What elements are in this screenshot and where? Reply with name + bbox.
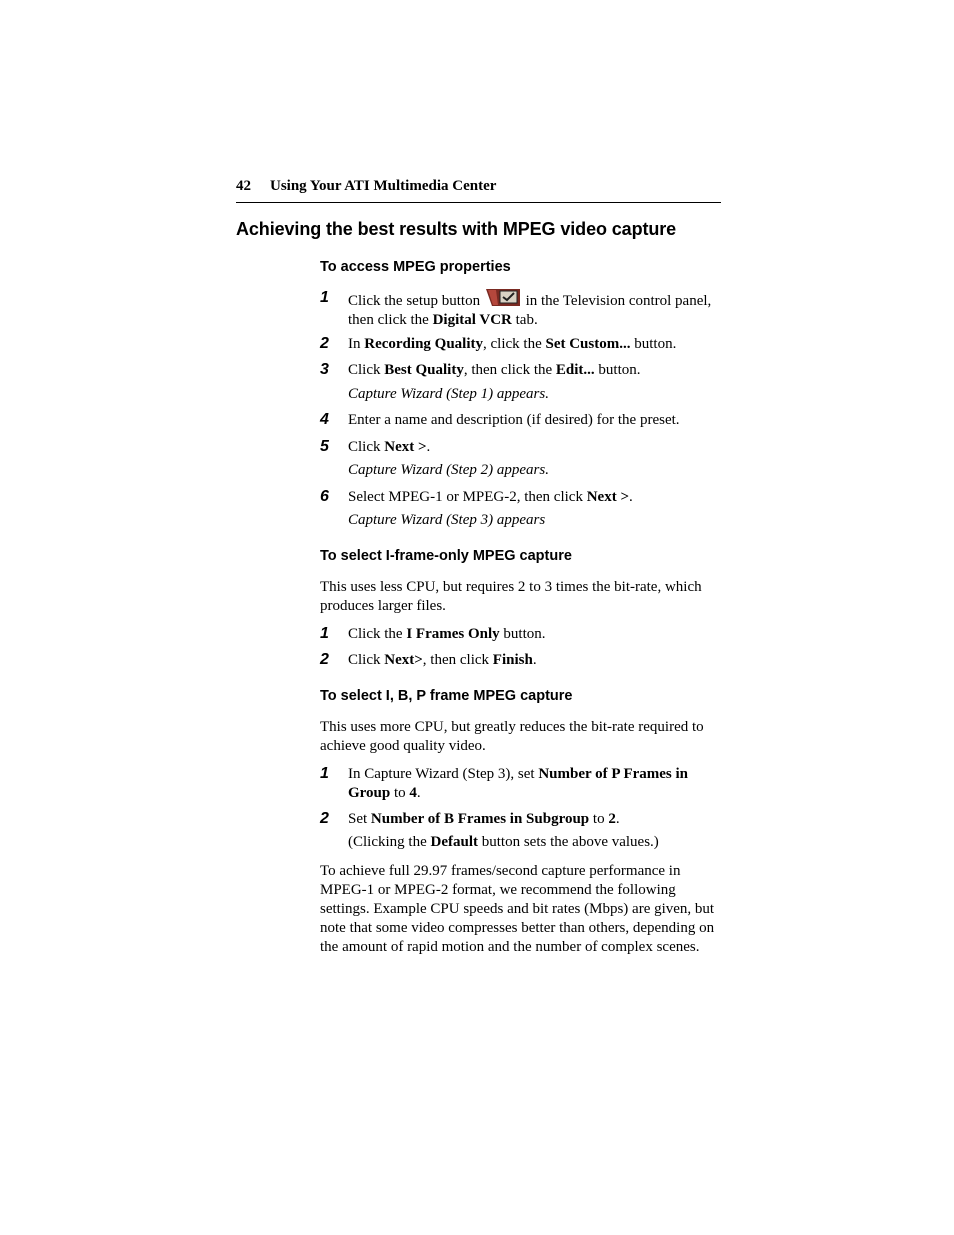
- step-text: Enter a name and description (if desired) for the preset.: [348, 412, 680, 428]
- step-text: Click Next>, then click Finish.: [348, 652, 537, 668]
- section-title: Achieving the best results with MPEG video capture: [236, 219, 677, 239]
- step-number: 1: [320, 289, 329, 306]
- step-text: Click the setup button in the Television control panel, then click the Digital VCR tab.: [348, 289, 720, 330]
- step-text: Set Number of B Frames in Subgroup to 2.: [348, 811, 620, 827]
- step-number: 5: [320, 438, 329, 455]
- step-number: 2: [320, 651, 329, 668]
- page-header: [236, 178, 721, 203]
- step-number: 6: [320, 488, 329, 505]
- step-text: In Recording Quality, click the Set Custom... button.: [348, 336, 677, 352]
- access-heading: To access MPEG properties: [320, 259, 511, 275]
- step-note: Capture Wizard (Step 3) appears: [348, 512, 546, 528]
- step-text: Select MPEG-1 or MPEG-2, then click Next >.: [348, 489, 633, 505]
- step-number: 2: [320, 810, 329, 827]
- step-number: 1: [320, 625, 329, 642]
- step-text: Click Best Quality, then click the Edit... button.: [348, 362, 641, 378]
- step-number: 1: [320, 765, 329, 782]
- running-title: Using Your ATI Multimedia Center: [270, 178, 497, 194]
- ibp-heading: To select I, B, P frame MPEG capture: [320, 688, 573, 704]
- default-note: (Clicking the Default button sets the above values.): [348, 834, 659, 850]
- step-note: Capture Wizard (Step 1) appears.: [348, 386, 549, 402]
- step-text: Click Next >.: [348, 439, 431, 455]
- step-number: 3: [320, 361, 329, 378]
- step-number: 4: [320, 411, 329, 428]
- setup-button-icon[interactable]: [486, 289, 520, 306]
- step-text: Click the I Frames Only button.: [348, 626, 546, 642]
- step-number: 2: [320, 335, 329, 352]
- page-number: 42: [236, 178, 251, 194]
- step-text: In Capture Wizard (Step 3), set Number of P Frames in Group to 4.: [348, 766, 689, 801]
- iframe-intro: This uses less CPU, but requires 2 to 3 times the bit-rate, which produces larger files.: [320, 579, 702, 614]
- ibp-intro: This uses more CPU, but greatly reduces the bit-rate required to achieve good quality video.: [320, 719, 704, 754]
- step-note: Capture Wizard (Step 2) appears.: [348, 462, 549, 478]
- iframe-heading: To select I-frame-only MPEG capture: [320, 548, 572, 564]
- closing-paragraph: To achieve full 29.97 frames/second capture performance in MPEG-1 or MPEG-2 format, we recommend the following settings. Example CPU speeds and bit rates (Mbps) are given, but note that some video compresses better than others, depending on the amount of rapid motion and the number of complex scenes.: [320, 863, 715, 955]
